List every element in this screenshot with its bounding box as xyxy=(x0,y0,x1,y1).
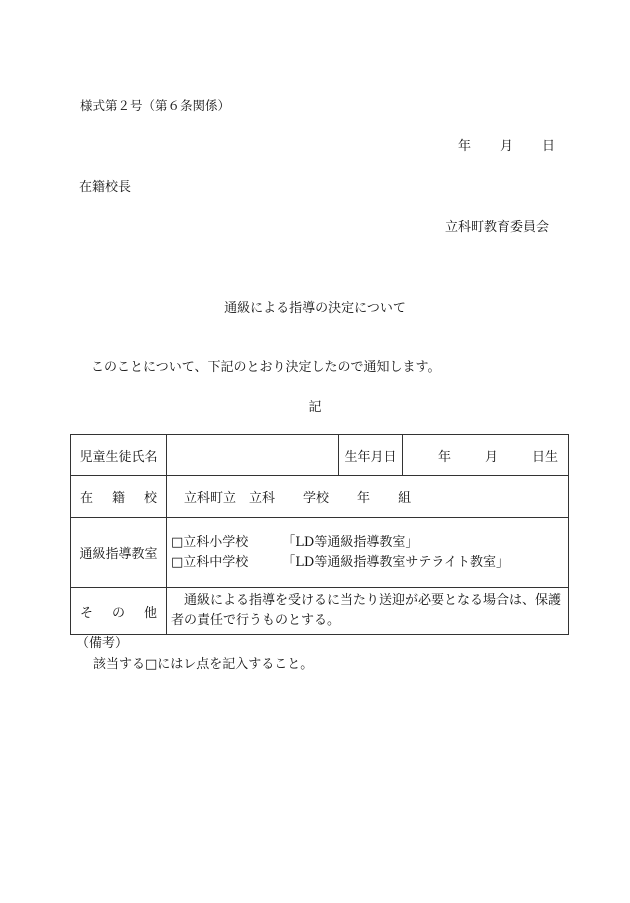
decision-table xyxy=(70,434,569,635)
table-row xyxy=(71,588,569,635)
document-title: 通級による指導の決定について xyxy=(224,301,406,316)
other-label: そ の 他 xyxy=(71,588,167,635)
classroom-option-room: 「LD等通級指導教室」 xyxy=(282,534,419,550)
sender: 立科町教育委員会 xyxy=(445,220,550,235)
remarks-label: （備考） xyxy=(76,636,129,651)
school-prefix: 立科町立 xyxy=(184,491,237,506)
birth-date-label: 生年月日 xyxy=(339,435,403,476)
issue-date xyxy=(458,135,555,154)
classroom-options xyxy=(167,518,569,588)
school-name: 立科 xyxy=(249,491,276,506)
table-row xyxy=(71,476,569,518)
birth-day: 日生 xyxy=(531,449,558,465)
addressee: 在籍校長 xyxy=(79,180,132,195)
birth-month: 月 xyxy=(484,449,498,465)
classroom-option-junior-high[interactable] xyxy=(171,553,564,573)
body-text: このことについて、下記のとおり決定したので通知します。 xyxy=(91,360,441,375)
table-row xyxy=(71,518,569,588)
classroom-label: 通級指導教室 xyxy=(71,518,167,588)
classroom-option-school: □立科中学校 xyxy=(171,554,249,570)
form-number: 様式第２号（第６条関係） xyxy=(80,98,231,113)
school-label: 在 籍 校 xyxy=(71,476,167,518)
birth-date-value[interactable] xyxy=(403,435,569,476)
student-name-value[interactable] xyxy=(167,435,339,476)
issue-date-month: 月 xyxy=(500,139,514,154)
other-text: 通級による指導を受けるに当たり送迎が必要となる場合は、保護者の責任で行うものとする。 xyxy=(167,588,569,635)
school-class: 組 xyxy=(398,491,412,506)
classroom-option-room: 「LD等通級指導教室サテライト教室」 xyxy=(282,554,509,570)
issue-date-day: 日 xyxy=(542,139,556,154)
school-kind: 学校 xyxy=(303,491,330,506)
remarks-text: 該当する□にはレ点を記入すること。 xyxy=(93,657,314,672)
classroom-option-school: □立科小学校 xyxy=(171,534,249,550)
issue-date-year: 年 xyxy=(458,139,472,154)
birth-year: 年 xyxy=(437,449,451,465)
school-value[interactable] xyxy=(167,476,569,518)
table-row xyxy=(71,435,569,476)
student-name-label: 児童生徒氏名 xyxy=(71,435,167,476)
school-year: 年 xyxy=(357,491,371,506)
classroom-option-elementary[interactable] xyxy=(171,533,564,553)
ki-heading: 記 xyxy=(308,400,322,415)
